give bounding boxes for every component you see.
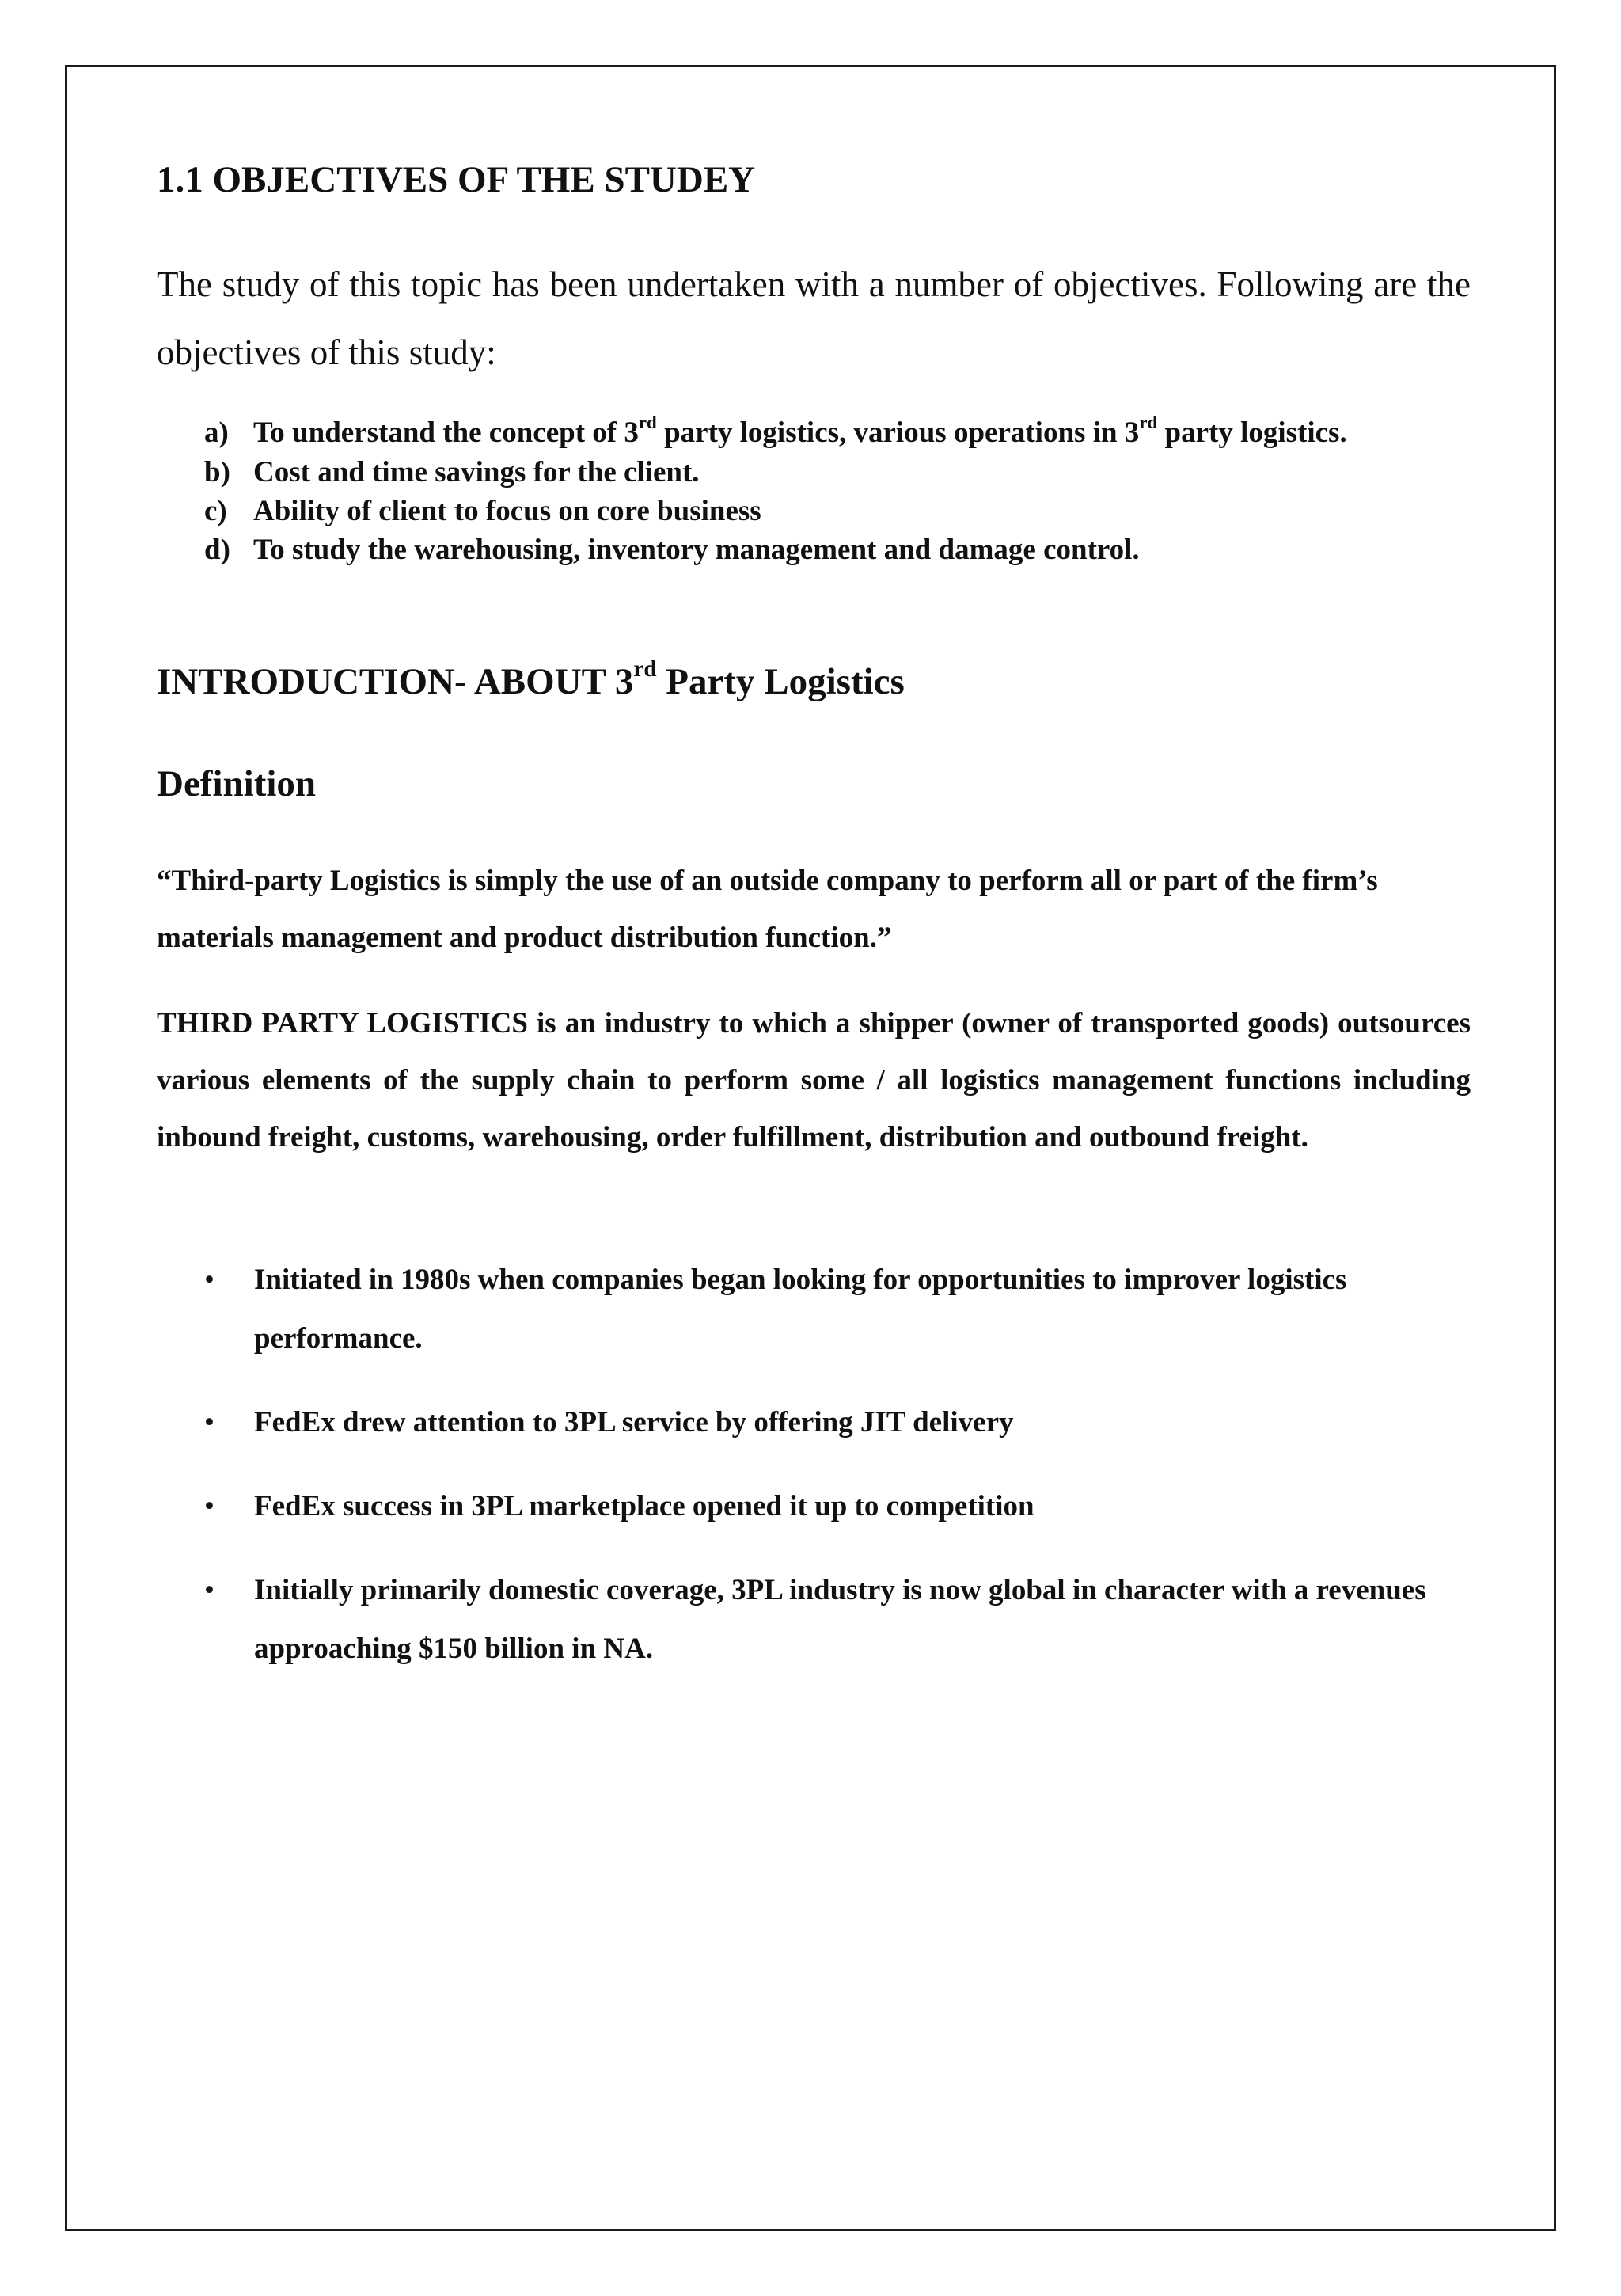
definition-paragraph: [157, 995, 1471, 1166]
objectives-list: [204, 413, 1407, 569]
objective-marker: a): [204, 416, 229, 449]
history-bullet-list: [204, 1251, 1439, 1704]
bullet-item: [204, 1393, 1439, 1452]
definition-heading: Definition: [157, 763, 317, 804]
bullet-text: FedEx success in 3PL marketplace opened it up to competition: [254, 1490, 1034, 1522]
introduction-heading: INTRODUCTION- ABOUT 3rd Party Logistics: [157, 656, 905, 702]
bullet-icon: •: [204, 1264, 214, 1296]
objective-item: [204, 492, 1407, 530]
objective-text: Ability of client to focus on core business: [253, 495, 761, 527]
bullet-item: [204, 1561, 1439, 1678]
bullet-icon: •: [204, 1574, 214, 1606]
bullet-item: [204, 1251, 1439, 1368]
bullet-item: [204, 1477, 1439, 1536]
definition-text: is an industry to which a shipper (owner of transported goods) outsources various elements of the supply chain to perform some / all logistics management functions including inbound freight, customs, warehousing, order fulfillment, distribution and outbound freight.: [157, 1007, 1471, 1154]
objective-item: [204, 413, 1407, 453]
objective-text: To understand the concept of 3rd party logistics, various operations in 3rd party logistics.: [253, 412, 1347, 449]
bullet-text: FedEx drew attention to 3PL service by offering JIT delivery: [254, 1406, 1014, 1439]
bullet-text: Initiated in 1980s when companies began looking for opportunities to improver logistics performance.: [254, 1264, 1347, 1355]
objective-text: To study the warehousing, inventory management and damage control.: [253, 534, 1140, 566]
objective-marker: b): [204, 456, 230, 488]
bullet-text: Initially primarily domestic coverage, 3PL industry is now global in character with a revenues approaching $150 billion in NA.: [254, 1574, 1426, 1665]
objective-item: [204, 453, 1407, 492]
objective-item: [204, 530, 1407, 569]
bullet-icon: •: [204, 1406, 214, 1439]
objective-text: Cost and time savings for the client.: [253, 456, 700, 488]
intro-paragraph: The study of this topic has been undertaken with a number of objectives. Following are the objectives of this study:: [157, 264, 1471, 372]
section-heading: 1.1 OBJECTIVES OF THE STUDEY: [157, 159, 756, 200]
definition-quote: “Third-party Logistics is simply the use of an outside company to perform all or part of the firm’s materials management and product distribution function.”: [157, 865, 1378, 954]
objective-marker: c): [204, 495, 227, 527]
bullet-icon: •: [204, 1490, 214, 1522]
definition-lead: THIRD PARTY LOGISTICS: [157, 1007, 528, 1040]
objective-marker: d): [204, 534, 230, 566]
